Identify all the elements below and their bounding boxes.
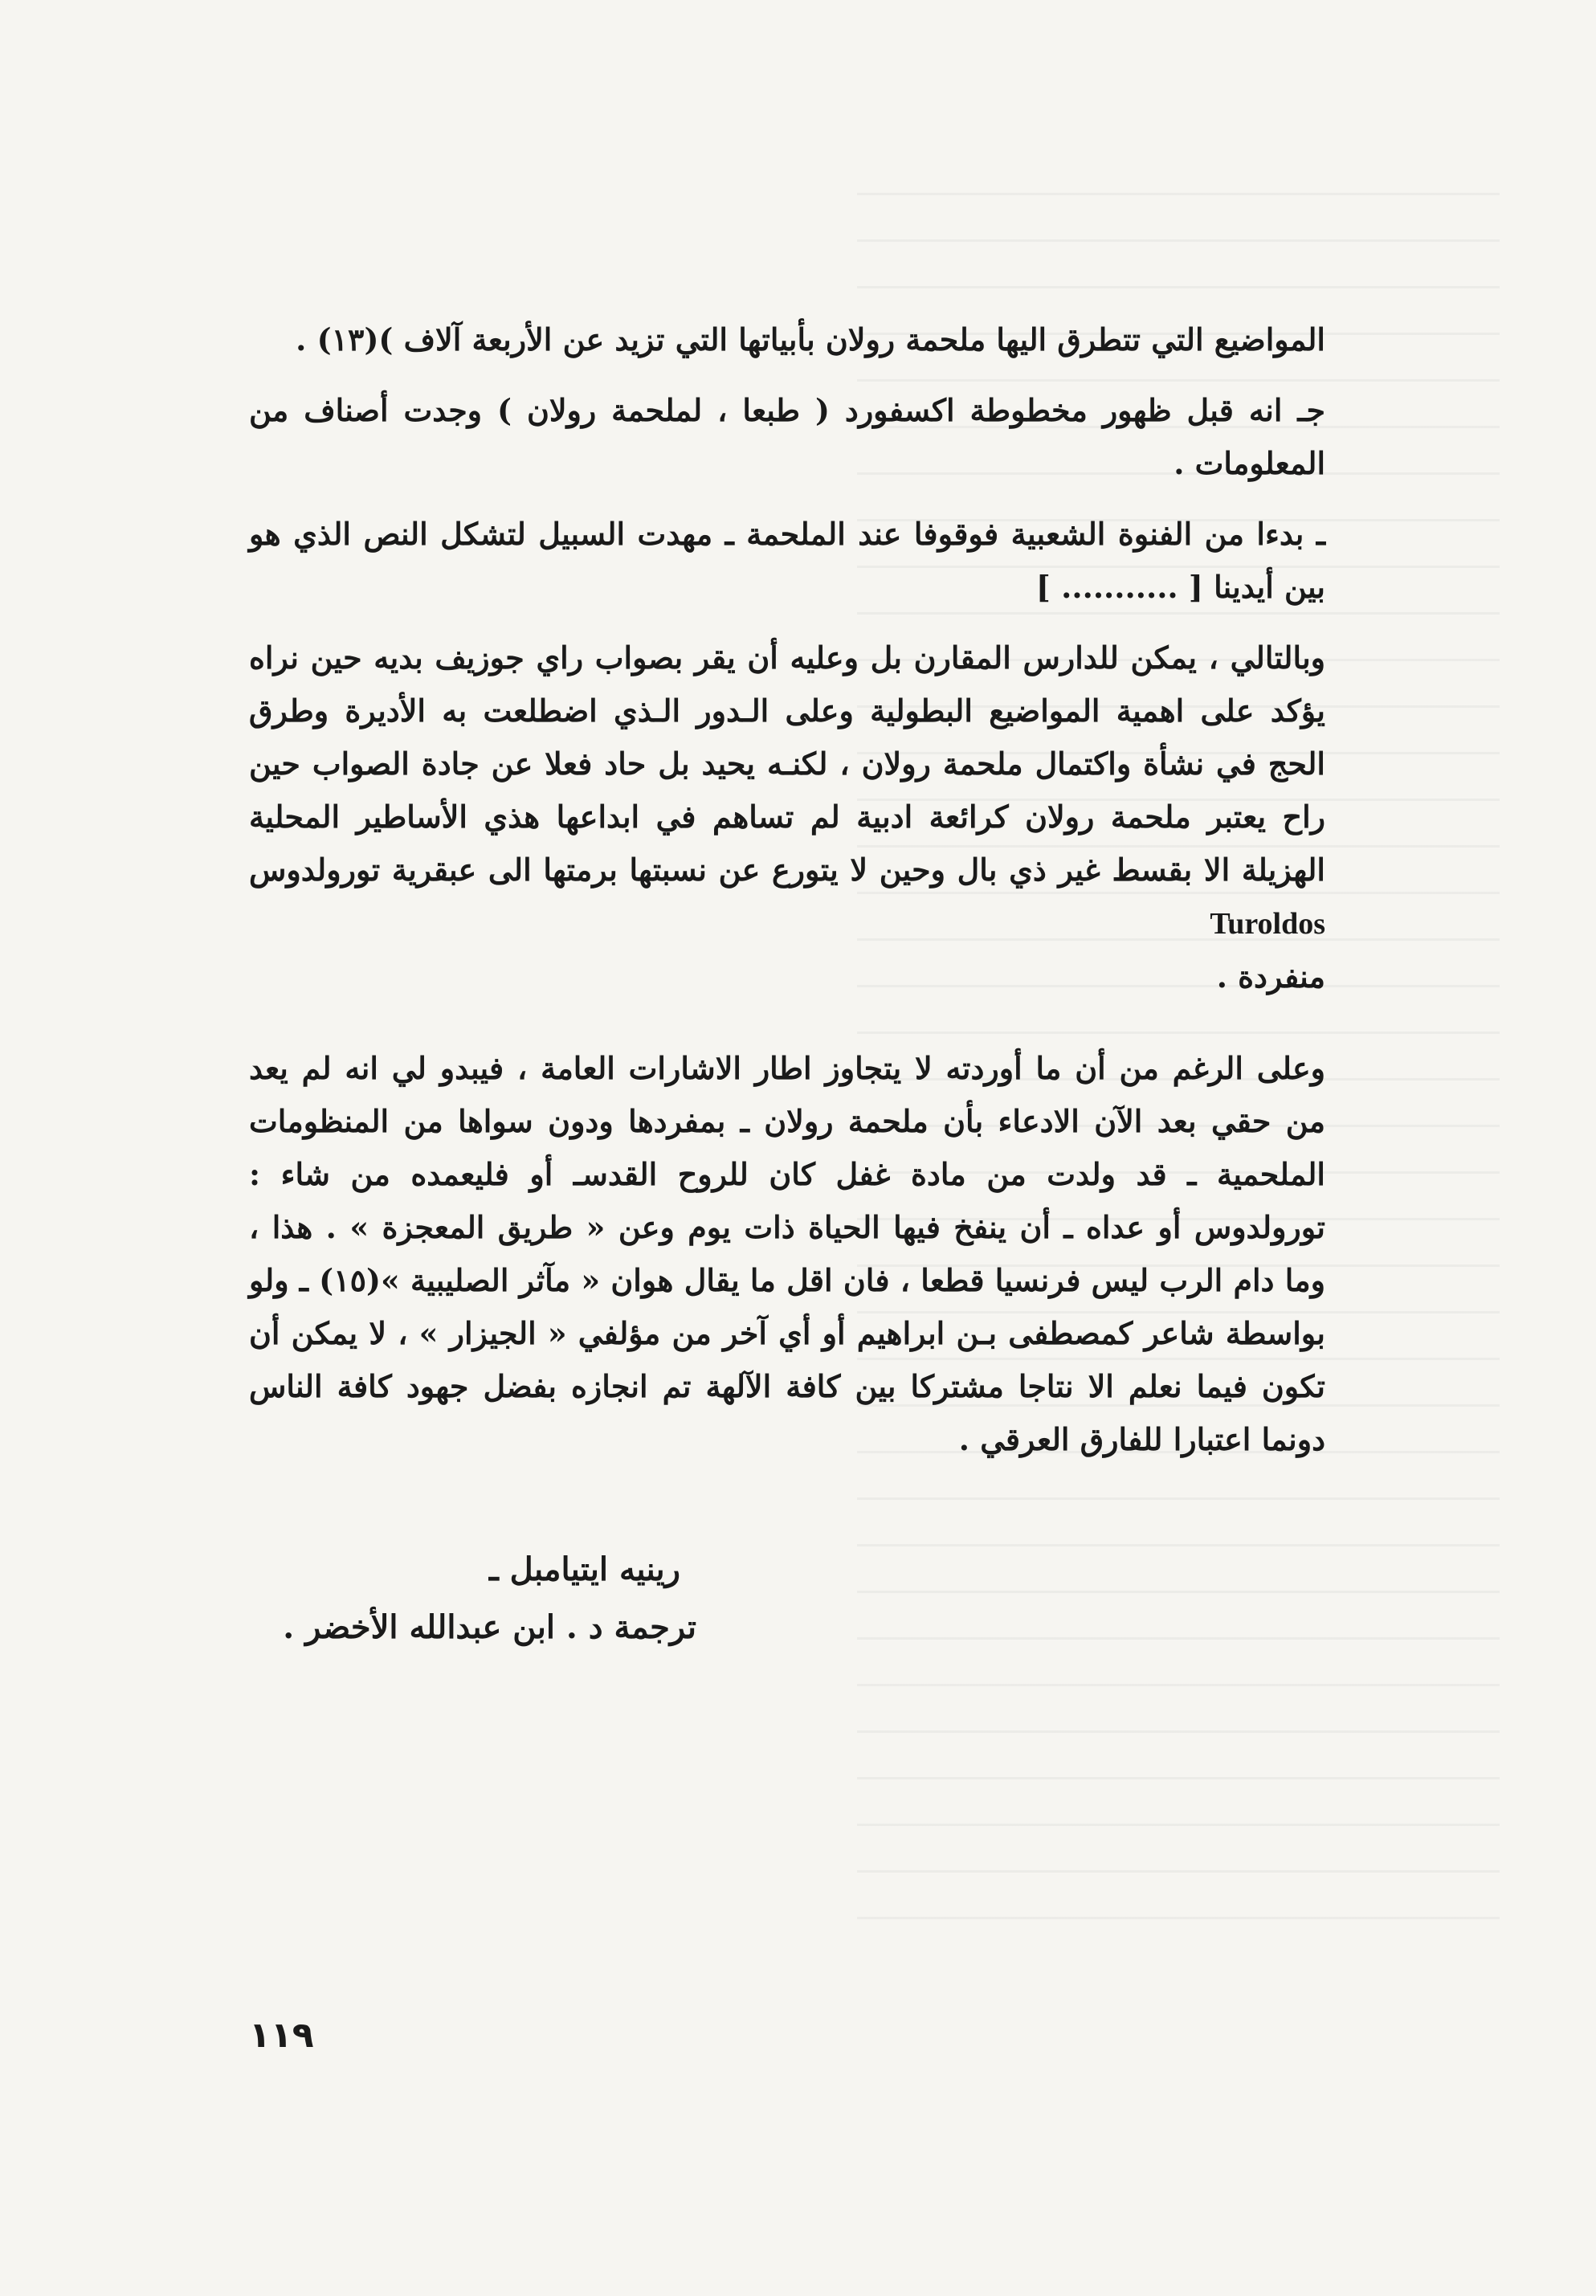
paragraph-1: المواضيع التي تتطرق اليها ملحمة رولان بأبياتها التي تزيد عن الأربعة آلاف )(١٣) . bbox=[296, 321, 1325, 357]
paragraph-4-text: وبالتالي ، يمكن للدارس المقارن بل وعليه أن يقر بصواب راي جوزيف بديه حين نراه يؤكد على اهمية المواضيع البطولية وعلى الـدور الـذي اضطلعت به الأديرة وطرق الحج في نشأة واكتمال ملحمة رولان ، لكنـه يحيد بل حاد فعلا عن جادة الصواب حين راح يعتبر ملحمة رولان كرائعة ادبية لم تساهم في ابداعها هذي الأساطير المحلية الهزيلة الا بقسط غير ذي بال وحين لا يتورع عن نسبتها برمتها الى عبقرية تورولدوس bbox=[249, 639, 1325, 888]
body-text bbox=[249, 313, 1325, 1484]
paragraph-4 bbox=[249, 631, 1325, 950]
paragraph-3: ـ بدءا من الفنوة الشعبية فوقوفا عند الملحمة ـ مهدت السبيل لتشكل النص الذي هو بين أيدينا [ ........... ] bbox=[249, 516, 1325, 605]
paragraph-5: وعلى الرغم من أن ما أوردته لا يتجاوز اطار الاشارات العامة ، فيبدو لي انه لم يعد من حقي بعد الآن الادعاء بأن ملحمة رولان ـ بمفردها ودون سواها من المنظومات الملحمية ـ قد ولدت من مادة غفل كان للروح القدسـ أو فليعمده من شاء : تورولدوس أو عداه ـ أن ينفخ فيها الحياة ذات يوم وعن « طريق المعجزة » . هذا ، وما دام الرب ليس فرنسيا قطعا ، فان اقل ما يقال هوان « مآثر الصليبية »(١٥) ـ ولو بواسطة شاعر كمصطفى بـن ابراهيم أو أي آخر من مؤلفي « الجيزار » ، لا يمكن أن تكون فيما نعلم الا نتاجا مشتركا بين كافة الآلهة تم انجازه بفضل جهود كافة الناس دونما اعتبارا للفارق العرقي . bbox=[249, 1050, 1325, 1457]
latin-name-turoldos: Turoldos bbox=[1210, 907, 1325, 941]
paragraph-4-end: منفردة . bbox=[1216, 958, 1325, 995]
paragraph-2: جـ انه قبل ظهور مخطوطة اكسفورد ( طبعا ، لملحمة رولان ) وجدت أصناف من المعلومات . bbox=[249, 392, 1325, 481]
translator-credit: ترجمة د . ابن عبدالله الأخضر . bbox=[283, 1608, 696, 1646]
page-number: ١١٩ bbox=[249, 2015, 314, 2056]
author-signature: رينيه ايتيامبل ـ bbox=[489, 1550, 680, 1588]
